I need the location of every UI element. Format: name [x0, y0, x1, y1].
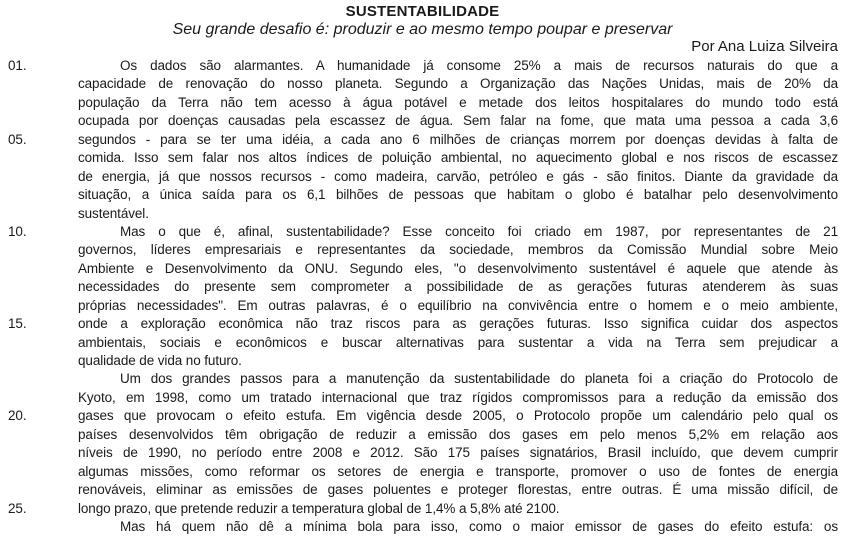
line-text: gases que provocam o efeito estufa. Em vigência desde 2005, o Protocolo propõe um calendário pelo qual os	[78, 408, 838, 424]
text-line	[0, 297, 845, 315]
line-number	[0, 186, 78, 204]
text-line	[0, 57, 845, 75]
line-number: 01.	[8, 58, 27, 73]
line-number	[0, 518, 78, 536]
text-line	[0, 500, 845, 518]
line-number	[0, 75, 78, 93]
text-line	[0, 94, 845, 112]
text-line	[0, 389, 845, 407]
line-number	[0, 426, 78, 444]
line-number	[0, 297, 78, 315]
line-number: 05.	[8, 131, 27, 147]
text-line	[0, 223, 845, 241]
text-line	[0, 407, 845, 425]
text-line	[0, 370, 845, 388]
text-line	[0, 260, 845, 278]
line-text: qualidade de vida no futuro.	[78, 353, 242, 368]
text-line	[0, 518, 845, 536]
line-text: população da Terra não tem acesso à água potável e metade dos leitos hospitalares do mundo todo está	[78, 94, 838, 110]
document-header	[0, 0, 845, 55]
line-number	[0, 205, 78, 223]
line-number	[0, 278, 78, 296]
line-text: Os dados são alarmantes. A humanidade já consome 25% a mais de recursos naturais do que a	[120, 58, 838, 73]
text-line	[0, 205, 845, 223]
line-text: governos, líderes empresariais e representantes da sociedade, membros da Comissão Mundial sobre Meio	[78, 242, 838, 258]
line-text: Mas há quem não dê a mínima bola para isso, como o maior emissor de gases do efeito estufa: os	[120, 518, 838, 534]
line-number	[0, 168, 78, 186]
line-number: 10.	[8, 223, 27, 239]
line-text: segundos - para se ter uma idéia, a cada ano 6 milhões de crianças morrem por doenças devidas à falta de	[78, 131, 838, 147]
text-line	[0, 352, 845, 370]
line-number	[0, 112, 78, 130]
line-text: países desenvolvidos têm obrigação de reduzir a emissão dos gases em pelo menos 5,2% em relação aos	[78, 426, 838, 442]
text-line	[0, 278, 845, 296]
line-text: sustentável.	[78, 205, 149, 221]
line-number	[0, 94, 78, 112]
text-line	[0, 75, 845, 93]
line-text: Um dos grandes passos para a manutenção da sustentabilidade do planeta foi a criação do Protocolo de	[120, 371, 838, 387]
line-text: próprias necessidades". Em outras palavras, é o equilíbrio na convivência entre o homem e o meio ambiente,	[78, 297, 838, 313]
text-line	[0, 481, 845, 499]
text-line	[0, 186, 845, 204]
line-text: Mas o que é, afinal, sustentabilidade? Esse conceito foi criado em 1987, por representantes de 21	[120, 223, 838, 239]
line-number: 25.	[8, 500, 27, 516]
text-line	[0, 112, 845, 130]
text-line	[0, 315, 845, 333]
line-number	[0, 260, 78, 278]
line-text: ambientais, sociais e econômicos e buscar alternativas para sustentar a vida na Terra sem prejudicar a	[78, 334, 838, 350]
line-text: onde a exploração econômica não traz riscos para as gerações futuras. Isso significa cuidar dos aspectos	[78, 316, 838, 332]
line-number	[0, 463, 78, 481]
text-line	[0, 131, 845, 149]
line-number	[0, 481, 78, 499]
text-line	[0, 168, 845, 186]
line-text: Ambiente e Desenvolvimento da ONU. Segundo eles, "o desenvolvimento sustentável é aquele que atende às	[78, 260, 838, 276]
text-line	[0, 149, 845, 167]
line-text: situação, a única saída para os 6,1 bilhões de pessoas que habitam o globo é batalhar pelo desenvolvimento	[78, 187, 838, 203]
text-line	[0, 426, 845, 444]
line-number	[0, 241, 78, 259]
author-byline: Por Ana Luiza Silveira	[691, 38, 838, 55]
line-text: comida. Isso sem falar nos altos índices de poluição ambiental, no aquecimento global e nos riscos de escassez	[78, 150, 838, 166]
line-text: capacidade de renovação do nosso planeta. Segundo a Organização das Nações Unidas, mais de 20% da	[78, 76, 838, 92]
text-line	[0, 463, 845, 481]
line-number	[0, 389, 78, 407]
line-text: ocupada por doenças causadas pela escassez de água. Sem falar na fome, que mata uma pessoa a cada 3,6	[78, 113, 838, 129]
line-text: de energia, já que nossos recursos - como madeira, carvão, petróleo e gás - são finitos. Diante da gravidade da	[78, 168, 838, 184]
line-number: 15.	[8, 316, 27, 332]
text-body	[0, 57, 845, 536]
document-subtitle: Seu grande desafio é: produzir e ao mesmo tempo poupar e preservar	[172, 21, 673, 38]
text-line	[0, 444, 845, 462]
line-number	[0, 334, 78, 352]
line-number	[0, 352, 78, 370]
line-text: algumas missões, como reformar os setores de energia e transporte, promover o uso de fontes de energia	[78, 463, 838, 479]
text-line	[0, 334, 845, 352]
text-line	[0, 241, 845, 259]
line-number	[0, 370, 78, 388]
line-number	[0, 444, 78, 462]
line-text: necessidades do presente sem comprometer a possibilidade de as gerações futuras atenderem às suas	[78, 279, 838, 295]
line-text: níveis de 1990, no período entre 2008 e 2012. São 175 países signatários, Brasil incluído, que devem cumprir	[78, 445, 838, 461]
line-text: renováveis, eliminar as emissões de gases poluentes e proteger florestas, entre outras. É uma missão difícil, de	[78, 482, 838, 498]
document-title: SUSTENTABILIDADE	[345, 3, 500, 20]
line-number	[0, 149, 78, 167]
line-number: 20.	[8, 408, 27, 424]
line-text: longo prazo, que pretende reduzir a temperatura global de 1,4% a 5,8% até 2100.	[78, 500, 560, 516]
line-text: Kyoto, em 1998, como um tratado internacional que traz rígidos compromissos para a redução da emissão dos	[78, 389, 838, 405]
